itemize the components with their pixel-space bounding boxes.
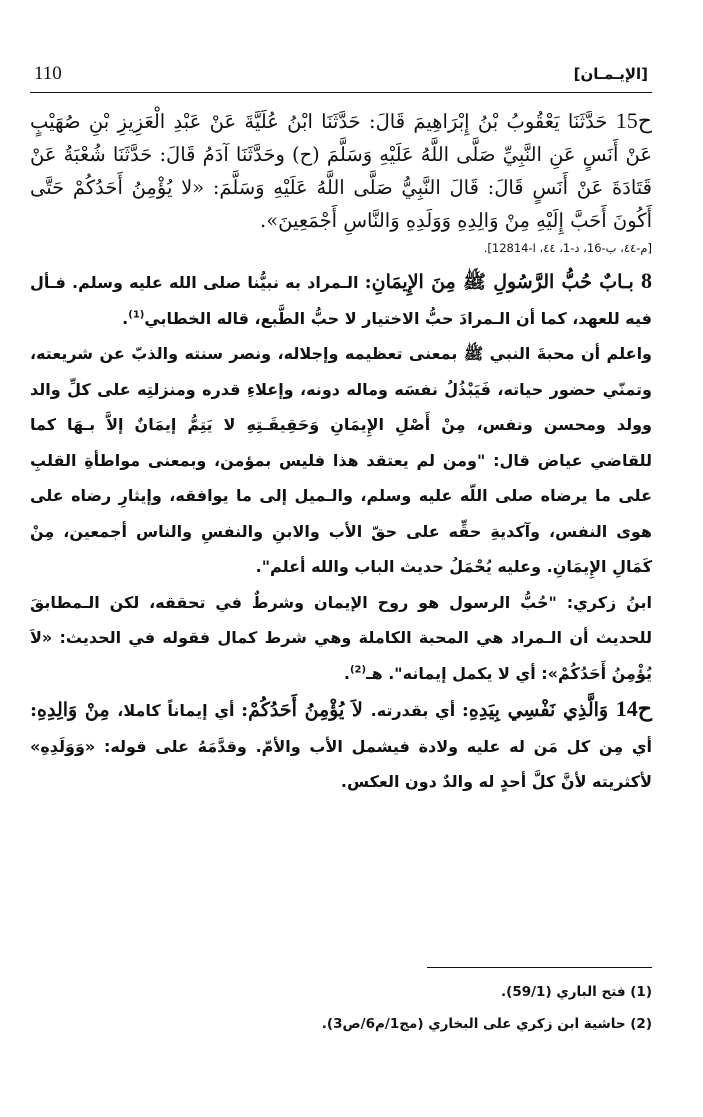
page-header <box>34 60 648 88</box>
love-text: واعلم أن محبةَ النبي ﷺ بمعنى تعظيمه وإجلاله، ونصر سنته والذبّ عن شريعته، وتمنّي حضور حياته، فَيَبْذُلُ نفسَه وماله دونه، وإعلاءِ قدره ومنزلتِه على كلِّ والد وولد ومحسن ونفس، مِنْ أَصْلِ الإِيمَانِ وَحَقِيقَـتِهِ لا يَتِمُّ إيمَانٌ إلاَّ بـهَا كما للقاضي عياض قال: <box>30 344 653 470</box>
footnote-number: (2) <box>630 1016 652 1032</box>
gloss: أي بقدرته. <box>370 701 462 720</box>
zakari-paragraph <box>30 585 652 692</box>
footnote-marker: (2) <box>349 664 367 676</box>
lemma: مِنْ وَالِدِهِ: <box>30 699 118 721</box>
love-paragraph <box>30 336 652 585</box>
bab-paragraph <box>30 263 652 336</box>
zakari-end: . <box>343 663 350 683</box>
footnote-rule <box>427 967 652 968</box>
hadith-14-commentary <box>30 691 652 800</box>
zakari-text: ابنُ زكري: "حُبُّ الرسول هو روح الإيمان وشرطٌ في تحققه، لكن الـمطابقَ للحديث أن الـمراد هي المحبة الكاملة وهي شرط كمال فقوله في الحديث: «لاَ يُؤْمِنُ أَحَدُكُمْ»: أي لا يكمل إيمانه". هـ <box>30 592 652 683</box>
footnote-text: فتح الباري (59/1). <box>501 984 631 1000</box>
header-rule <box>30 92 652 93</box>
footnote-marker: (1) <box>128 309 145 321</box>
gloss: أي مِن كل مَن له عليه ولادة فيشمل الأب والأمّ. وقدَّمَهُ على قوله: «وَوَلَدِهِ» لأكثريته لأنَّ كلَّ أحدٍ له والدٌ دون العكس. <box>30 736 652 791</box>
hadith-15 <box>30 104 652 237</box>
bab-number: 8 <box>641 268 652 293</box>
footnote-number: (1) <box>630 984 652 1000</box>
iyad-quote: "ومن لم يعتقد هذا فليس بمؤمن، وبمعنى مواطأةِ القلبِ على ما يرضاه صلى اللّه عليه وسلم، والـميل إلى ما يوافقه، وإيثارِ رضاه على هوى النفس، وآكديةِ حقِّه على حقّ الأب والابنِ والنفسِ والناس أجمعين، مِنْ كَمَالِ الإِيمَانِ. وعليه يُحْمَلُ حديث الباب والله أعلم". <box>30 450 652 576</box>
hadith-number: ح14 <box>615 696 652 721</box>
lemma: وَالَّذِي نَفْسِي بِيَدِهِ: <box>461 699 616 721</box>
footnotes <box>30 976 652 1040</box>
footnote <box>30 976 652 1008</box>
page-number: 110 <box>34 63 62 84</box>
hadith-text: حَدَّثَنَا يَعْقُوبُ بْنُ إِبْرَاهِيمَ قَالَ: حَدَّثَنَا ابْنُ عُلَيَّةَ عَنْ عَبْدِ الْعَزِيزِ بْنِ صُهَيْبٍ عَنْ أَنَسٍ عَنِ النَّبِيِّ صَلَّى اللَّهُ عَلَيْهِ وَسَلَّمَ (ح) وحَدَّثَنَا آدَمُ قَالَ: حَدَّثَنَا شُعْبَةُ عَنْ قَتَادَةَ عَنْ أَنَسٍ قَالَ: قَالَ النَّبِيُّ صَلَّى اللَّهُ عَلَيْهِ وَسَلَّمَ: «لا يُؤْمِنُ أَحَدُكُمْ حَتَّى أَكُونَ أَحَبَّ إِلَيْهِ مِنْ وَالِدِهِ وَوَلَدِهِ وَالنَّاسِ أَجْمَعِينَ». <box>30 110 652 232</box>
hadith-reference: [م-٤٤، ب-16، د-1، ٤٤، ا-12814]. <box>483 241 652 255</box>
main-text <box>30 104 652 800</box>
lemma: لاَ يُؤْمِنُ أَحَدُكُمْ: <box>241 699 371 721</box>
running-title: [الإيـمـان] <box>573 65 648 83</box>
hadith-number: ح15 <box>615 108 652 133</box>
footnote <box>30 1008 652 1040</box>
bab-title: بـابٌ حُبُّ الرَّسُولِ ﷺ مِنَ الإِيمَانِ: <box>364 271 641 293</box>
bab-text: الـمراد به نبيُّنا صلى الله عليه وسلم. فـأل فيه للعهد، كما أن الـمرادَ حبُّ الاختيار لا حبُّ الطَّبع، قاله الخطابي <box>30 273 652 328</box>
gloss: أي إيماناً كاملا، <box>117 701 242 720</box>
bab-end: . <box>122 308 129 328</box>
footnote-text: حاشية ابن زكري على البخاري (مج1/م6/ص3). <box>321 1016 631 1032</box>
